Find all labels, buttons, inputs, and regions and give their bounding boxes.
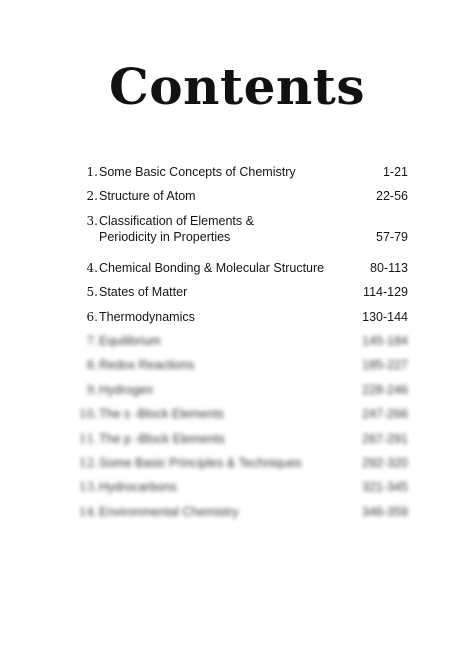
toc-entry-blurred [76, 455, 408, 479]
toc-chapter-title: Hydrocarbons [99, 480, 177, 495]
toc-chapter-title: The s -Block Elements [99, 407, 225, 422]
toc-number: 11. [78, 431, 98, 446]
toc-entry [76, 164, 408, 188]
toc-chapter-title: The p -Block Elements [99, 431, 225, 446]
toc-chapter-title: Chemical Bonding & Molecular Structure [99, 260, 325, 275]
toc-page-range: 247-266 [362, 407, 408, 422]
toc-chapter-title: States of Matter [99, 285, 188, 300]
toc-page-range: 185-227 [362, 358, 408, 373]
toc-number: 7. [86, 333, 98, 348]
toc-page-range: 130-144 [362, 309, 408, 324]
toc-chapter-title: Equilibrium [99, 333, 161, 348]
toc-chapter-title: Thermodynamics [99, 309, 195, 324]
toc-chapter-title: Classification of Elements & Periodicity in Properties [99, 213, 254, 244]
toc-page-range: 292-320 [362, 455, 408, 470]
toc-number: 5. [86, 285, 98, 300]
toc-page-range: 346-359 [362, 504, 408, 519]
toc-entry-blurred [76, 333, 408, 357]
toc-chapter-title: Structure of Atom [99, 189, 196, 204]
toc-entry [76, 260, 408, 284]
toc-number: 4. [86, 260, 98, 275]
toc-entry [76, 188, 408, 212]
toc-number: 1. [86, 165, 98, 179]
toc-entry [76, 213, 408, 260]
toc-entry-blurred [76, 357, 408, 381]
toc-number: 6. [86, 309, 98, 324]
toc-page-range: 145-184 [362, 333, 408, 348]
toc-chapter-title: Some Basic Concepts of Chemistry [99, 165, 296, 179]
page-title: Contents [108, 57, 365, 116]
toc-entry [76, 309, 408, 333]
toc-page-range: 80-113 [370, 260, 408, 275]
toc-number: 3. [86, 213, 98, 228]
toc-number: 2. [86, 189, 98, 204]
toc-entry-blurred [76, 431, 408, 455]
toc-entry-blurred [76, 504, 408, 528]
toc-page-range: 1-21 [382, 165, 408, 179]
toc-number: 10. [78, 407, 98, 422]
toc-page-range: 228-246 [362, 382, 408, 397]
toc-chapter-title: Some Basic Principles & Techniques [99, 455, 302, 470]
toc-page-range: 321-345 [362, 480, 408, 495]
toc-number: 14. [78, 504, 98, 519]
toc-entry [76, 284, 408, 308]
toc-page-range: 114-129 [363, 285, 408, 300]
toc-entry-blurred [76, 382, 408, 406]
toc-chapter-title: Environmental Chemistry [99, 504, 239, 519]
table-of-contents [76, 164, 408, 528]
toc-page-range: 57-79 [376, 229, 408, 244]
toc-chapter-title: Hydrogen [99, 382, 154, 397]
toc-number: 8. [86, 358, 98, 373]
toc-number: 13. [78, 480, 98, 495]
toc-page-range: 22-56 [376, 189, 408, 204]
toc-page-range: 267-291 [362, 431, 408, 446]
toc-entry-blurred [76, 406, 408, 430]
toc-number: 12. [78, 455, 98, 470]
toc-number: 9. [86, 382, 98, 397]
toc-entry-blurred [76, 479, 408, 503]
toc-chapter-title: Redox Reactions [99, 358, 195, 373]
